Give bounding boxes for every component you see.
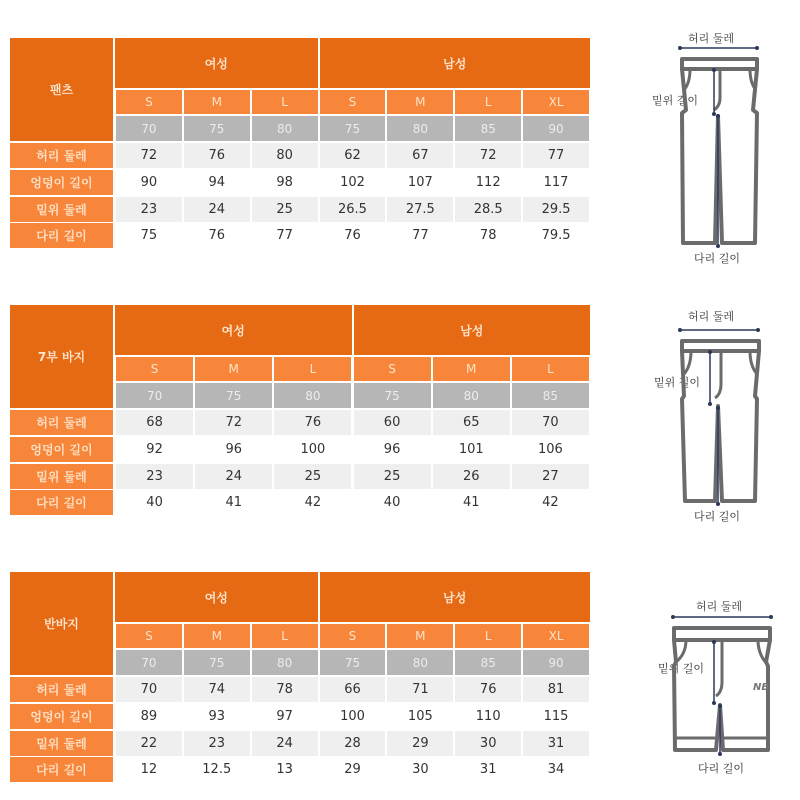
measurement-cell: 78 [455,223,521,248]
rise-label: 밑위 길이 [652,94,699,107]
waist-size: 85 [512,383,589,408]
row-label: 다리 길이 [10,757,113,782]
measurement-cell: 90 [116,170,182,195]
measurement-cell: 96 [354,437,431,462]
measurement-cell: 13 [252,757,318,782]
waist-size: 90 [523,116,589,141]
measurement-cell: 89 [116,704,182,729]
measurement-cell: 31 [455,757,521,782]
men-header: 남성 [320,572,590,622]
row-label: 엉덩이 길이 [10,170,113,195]
waist-size: 80 [274,383,351,408]
measurement-cell: 27.5 [387,197,453,222]
measurement-cell: 107 [387,170,453,195]
row-label: 허리 둘레 [10,143,113,168]
measurement-cell: 93 [184,704,250,729]
leg-label: 다리 길이 [694,252,741,265]
measurement-cell: 65 [433,410,510,435]
measurement-cell: 76 [455,677,521,702]
measurement-cell: 76 [184,143,250,168]
measurement-cell: 78 [252,677,318,702]
measurement-cell: 100 [274,437,351,462]
measurement-cell: 112 [455,170,521,195]
measurement-cell: 24 [252,731,318,756]
size-header: M [195,357,272,381]
size-header: L [252,90,318,114]
waist-size: 80 [433,383,510,408]
waist-size: 85 [455,116,521,141]
waist-size: 75 [195,383,272,408]
measurement-cell: 12 [116,757,182,782]
table-title: 반바지 [10,572,113,675]
size-header: XL [523,90,589,114]
size-table [10,305,590,517]
measurement-cell: 22 [116,731,182,756]
measurement-cell: 34 [523,757,589,782]
women-header: 여성 [115,38,318,88]
measurement-cell: 28 [320,731,386,756]
measurement-cell: 29 [387,731,453,756]
men-header: 남성 [354,305,591,355]
measurement-cell: 101 [433,437,510,462]
shorts-icon [660,592,790,782]
size-header: M [433,357,510,381]
waist-size: 70 [116,383,193,408]
waist-label: 허리 둘레 [688,32,735,45]
size-header: L [252,624,318,648]
measurement-cell: 92 [116,437,193,462]
women-header: 여성 [115,572,318,622]
measurement-cell: 77 [523,143,589,168]
measurement-cell: 12.5 [184,757,250,782]
measurement-cell: 76 [184,223,250,248]
measurement-cell: 110 [455,704,521,729]
measurement-cell: 77 [387,223,453,248]
measurement-cell: 30 [455,731,521,756]
measurement-cell: 42 [274,490,351,515]
size-header: XL [523,624,589,648]
size-header: S [116,90,182,114]
measurement-cell: 117 [523,170,589,195]
measurement-cell: 105 [387,704,453,729]
row-label: 다리 길이 [10,490,113,515]
women-header: 여성 [115,305,352,355]
table-title: 7부 바지 [10,305,113,408]
waist-size: 70 [116,116,182,141]
measurement-cell: 28.5 [455,197,521,222]
row-label: 엉덩이 길이 [10,704,113,729]
measurement-cell: 76 [320,223,386,248]
size-header: S [354,357,431,381]
measurement-cell: 75 [116,223,182,248]
measurement-cell: 70 [512,410,589,435]
size-header: M [387,624,453,648]
measurement-cell: 71 [387,677,453,702]
rise-label: 밑위 길이 [658,662,705,675]
measurement-cell: 27 [512,464,589,489]
measurement-cell: 98 [252,170,318,195]
row-label: 밑위 둘레 [10,731,113,756]
measurement-cell: 26.5 [320,197,386,222]
leg-label: 다리 길이 [698,762,745,775]
row-label: 허리 둘레 [10,677,113,702]
measurement-cell: 40 [116,490,193,515]
waist-size: 75 [184,650,250,675]
size-table [10,572,590,784]
waist-size: 75 [320,650,386,675]
measurement-cell: 26 [433,464,510,489]
measurement-cell: 74 [184,677,250,702]
measurement-cell: 41 [433,490,510,515]
cropped-pants-icon [660,304,790,526]
size-header: L [274,357,351,381]
waist-size: 80 [387,116,453,141]
measurement-cell: 29.5 [523,197,589,222]
measurement-cell: 81 [523,677,589,702]
waist-size: 75 [320,116,386,141]
measurement-cell: 72 [116,143,182,168]
rise-label: 밑위 길이 [654,376,701,389]
measurement-cell: 25 [252,197,318,222]
row-label: 엉덩이 길이 [10,437,113,462]
measurement-cell: 25 [354,464,431,489]
measurement-cell: 76 [274,410,351,435]
size-header: L [455,90,521,114]
size-header: L [455,624,521,648]
measurement-cell: 41 [195,490,272,515]
row-label: 밑위 둘레 [10,197,113,222]
pants-icon [660,28,790,273]
measurement-cell: 30 [387,757,453,782]
size-header: M [184,624,250,648]
measurement-cell: 23 [116,197,182,222]
cropped-pants-diagram [654,304,790,526]
row-label: 다리 길이 [10,223,113,248]
measurement-cell: 96 [195,437,272,462]
measurement-cell: 77 [252,223,318,248]
measurement-cell: 67 [387,143,453,168]
waist-size: 80 [387,650,453,675]
size-header: S [116,624,182,648]
size-header: S [320,90,386,114]
measurement-cell: 66 [320,677,386,702]
measurement-cell: 23 [116,464,193,489]
waist-size: 75 [354,383,431,408]
measurement-cell: 94 [184,170,250,195]
measurement-cell: 29 [320,757,386,782]
waist-size: 75 [184,116,250,141]
measurement-cell: 68 [116,410,193,435]
waist-size: 80 [252,650,318,675]
measurement-cell: 60 [354,410,431,435]
measurement-cell: 23 [184,731,250,756]
size-table [10,38,590,250]
waist-size: 80 [252,116,318,141]
table-title: 팬츠 [10,38,113,141]
row-label: 밑위 둘레 [10,464,113,489]
size-header: M [184,90,250,114]
measurement-cell: 40 [354,490,431,515]
measurement-cell: 72 [455,143,521,168]
shorts-diagram [660,592,790,782]
waist-size: 85 [455,650,521,675]
measurement-cell: 70 [116,677,182,702]
measurement-cell: 24 [184,197,250,222]
measurement-cell: 42 [512,490,589,515]
waist-size: 70 [116,650,182,675]
svg-text:NB: NB [753,682,769,693]
measurement-cell: 80 [252,143,318,168]
waist-label: 허리 둘레 [696,600,743,613]
waist-label: 허리 둘레 [688,310,735,323]
measurement-cell: 31 [523,731,589,756]
measurement-cell: 25 [274,464,351,489]
measurement-cell: 97 [252,704,318,729]
row-label: 허리 둘레 [10,410,113,435]
leg-label: 다리 길이 [694,510,741,523]
measurement-cell: 62 [320,143,386,168]
size-header: S [320,624,386,648]
measurement-cell: 24 [195,464,272,489]
pants-diagram [652,28,790,273]
measurement-cell: 115 [523,704,589,729]
size-header: S [116,357,193,381]
size-header: M [387,90,453,114]
measurement-cell: 100 [320,704,386,729]
measurement-cell: 102 [320,170,386,195]
men-header: 남성 [320,38,590,88]
measurement-cell: 72 [195,410,272,435]
size-header: L [512,357,589,381]
waist-size: 90 [523,650,589,675]
measurement-cell: 79.5 [523,223,589,248]
measurement-cell: 106 [512,437,589,462]
